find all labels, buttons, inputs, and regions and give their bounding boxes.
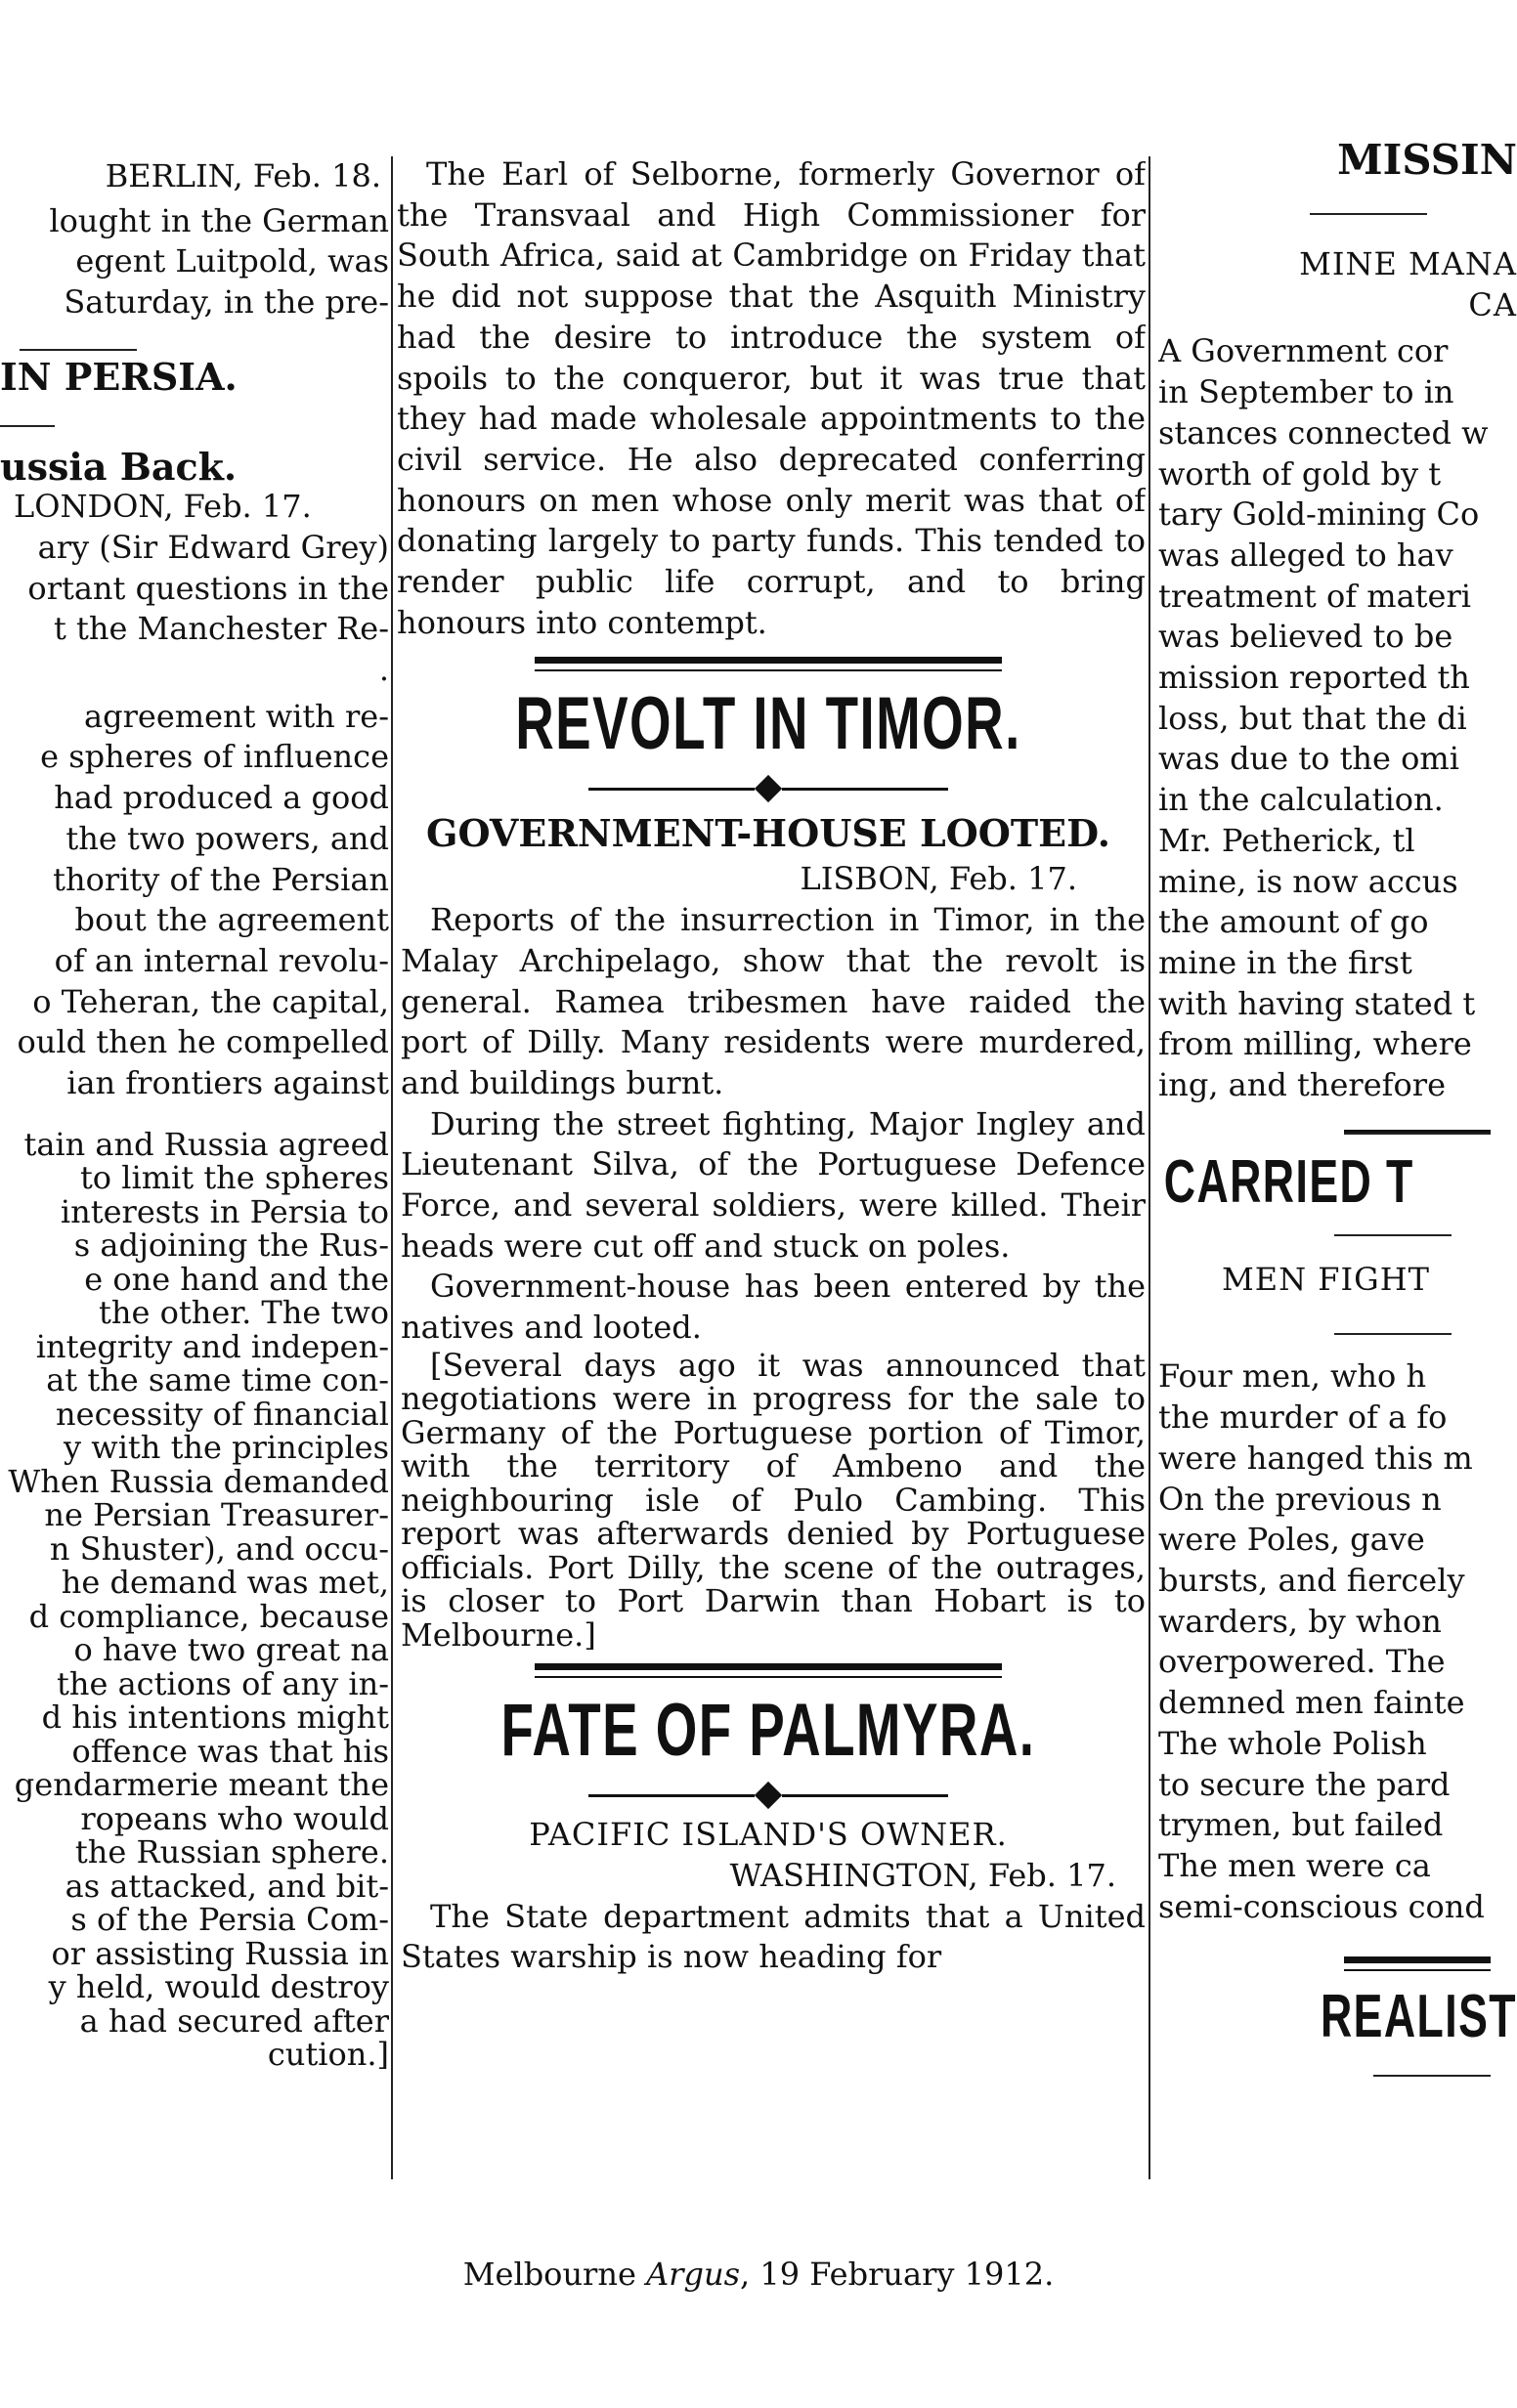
- text-line: the actions of any in-: [56, 1664, 389, 1702]
- text-line: gendarmerie meant the: [14, 1766, 389, 1804]
- caption-newspaper-name: Argus: [646, 2256, 740, 2293]
- text-line: lought in the German: [49, 201, 389, 239]
- left-column: [0, 156, 389, 2189]
- subheading-russia-back: ussia Back.: [0, 444, 238, 489]
- text-line: tary Gold-mining Co: [1158, 495, 1480, 534]
- selborne-paragraph: The Earl of Selborne, formerly Governor of the Transvaal and High Commissioner for South Africa, said at Cambridge on Friday that he did not suppose that the Asquith Ministry had the desire to introduce the system of spoils to the conqueror, but it was true that they had made wholesale appointments to the civil service. He also deprecated conferring honours on men whose only merit was that of donating largely to party funds. This tended to render public life corrupt, and to bring honours into contempt.: [397, 155, 1146, 641]
- text-line: MINE MANA: [1299, 245, 1517, 282]
- text-line: to limit the spheres: [79, 1159, 389, 1197]
- text-line: ortant questions in the: [27, 569, 389, 607]
- section-rule: [20, 349, 137, 351]
- text-line: warders, by whon: [1158, 1602, 1442, 1640]
- text-line: from milling, where: [1158, 1025, 1472, 1063]
- subheading-men-fight: MEN FIGHT: [1222, 1260, 1430, 1298]
- text-line: treatment of materi: [1158, 577, 1471, 615]
- men-paragraph-3: [1158, 1846, 1517, 1927]
- text-line: was due to the omi: [1158, 740, 1459, 778]
- text-line: bursts, and fiercely: [1158, 1561, 1465, 1599]
- text-line: was alleged to hav: [1158, 536, 1453, 574]
- text-line: d compliance, because: [28, 1597, 389, 1635]
- text-line: egent Luitpold, was: [75, 242, 389, 280]
- text-line: The whole Polish: [1158, 1724, 1427, 1762]
- headline-revolt-in-timor: REVOLT IN TIMOR.: [515, 682, 1021, 766]
- text-line: were Poles, gave: [1158, 1521, 1425, 1559]
- text-line: he demand was met,: [61, 1564, 389, 1602]
- dateline-berlin: BERLIN, Feb. 18.: [105, 157, 381, 194]
- section-rule: [1334, 1234, 1452, 1236]
- text-line: overpowered. The: [1158, 1643, 1446, 1681]
- text-line: ing, and therefore: [1158, 1066, 1446, 1104]
- text-line: e one hand and the: [84, 1260, 389, 1298]
- text-line: y with the principles: [64, 1429, 389, 1467]
- headline-rule: [535, 1663, 1003, 1678]
- section-rule: [1334, 1333, 1452, 1335]
- text-line: A Government cor: [1158, 332, 1449, 370]
- timor-article-body: [391, 900, 1146, 1652]
- text-line: ould then he compelled: [17, 1023, 389, 1061]
- text-line: tain and Russia agreed: [23, 1125, 389, 1163]
- text-line: s of the Persia Com-: [70, 1901, 389, 1939]
- text-line: the other. The two: [99, 1294, 389, 1332]
- text-line: ropeans who would: [80, 1799, 389, 1837]
- text-line: The men were ca: [1158, 1846, 1431, 1884]
- text-line: were hanged this m: [1158, 1439, 1473, 1477]
- text-line: necessity of financial: [56, 1395, 389, 1433]
- text-line: mission reported th: [1158, 659, 1470, 697]
- text-line: ne Persian Treasurer-: [44, 1496, 389, 1534]
- text-line: o Teheran, the capital,: [32, 982, 389, 1020]
- text-line: Mr. Petherick, tl: [1158, 821, 1415, 859]
- timor-paragraph: Reports of the insurrection in Timor, in the Malay Archipelago, show that the revolt is general. Ramea tribesmen have raided the port of Dilly. Many residents were murdered, and buildings burnt.: [401, 901, 1146, 1101]
- text-line: stances connected w: [1158, 413, 1489, 452]
- section-rule: [1310, 213, 1427, 215]
- text-line: s adjoining the Rus-: [73, 1226, 389, 1265]
- text-line: Saturday, in the pre-: [64, 283, 389, 322]
- image-caption: [0, 2256, 1517, 2293]
- text-line: mine, is now accus: [1158, 862, 1458, 900]
- text-line: loss, but that the di: [1158, 699, 1467, 737]
- subheading-government-house-looted: GOVERNMENT-HOUSE LOOTED.: [426, 811, 1110, 856]
- middle-column: [391, 154, 1146, 2187]
- text-line: or assisting Russia in: [51, 1934, 389, 1972]
- text-line: offence was that his: [71, 1732, 389, 1770]
- text-line: of an internal revolu-: [54, 941, 389, 979]
- text-line: as attacked, and bit-: [65, 1867, 389, 1905]
- heading-mission: MISSIN: [1337, 137, 1517, 184]
- timor-paragraph: During the street fighting, Major Ingley and Lieutenant Silva, of the Portuguese Defence Force, and several soldiers, were killed. Their heads were cut off and stuck on poles.: [401, 1104, 1146, 1265]
- persia-paragraph-2: [0, 697, 389, 1104]
- heading-realist: REALIST: [1320, 1983, 1517, 2051]
- men-paragraph-1: [1158, 1356, 1517, 1723]
- section-rule: [1344, 1130, 1491, 1135]
- text-line: trymen, but failed: [1158, 1806, 1444, 1844]
- text-line: agreement with re-: [84, 697, 389, 735]
- text-line: demned men fainte: [1158, 1684, 1465, 1722]
- timor-paragraph: Government-house has been entered by the natives and looted.: [401, 1268, 1146, 1347]
- text-line: a had secured after: [79, 2001, 389, 2040]
- caption-prefix: Melbourne: [462, 2256, 647, 2293]
- text-line: On the previous n: [1158, 1480, 1442, 1518]
- text-line: integrity and indepen-: [35, 1327, 389, 1365]
- text-line: mine in the first: [1158, 943, 1412, 981]
- text-line: in the calculation.: [1158, 781, 1444, 819]
- men-paragraph-2: [1158, 1724, 1517, 1846]
- text-line: the Russian sphere.: [74, 1833, 389, 1871]
- column-rule: [1149, 156, 1150, 2179]
- berlin-paragraph: [0, 201, 389, 323]
- text-line: the amount of go: [1158, 903, 1429, 941]
- headline-rule: [535, 657, 1003, 671]
- text-line: bout the agreement: [74, 901, 389, 939]
- text-line: y held, would destroy: [48, 1968, 389, 2006]
- text-line: with having stated t: [1158, 984, 1476, 1022]
- text-line: ian frontiers against: [66, 1064, 389, 1102]
- text-line: thority of the Persian: [53, 860, 389, 898]
- text-line: the murder of a fo: [1158, 1398, 1448, 1437]
- persia-paragraph-1: [0, 528, 389, 691]
- text-line: o have two great na: [73, 1631, 389, 1669]
- diamond-icon: [755, 1782, 782, 1809]
- dateline-london: LONDON, Feb. 17.: [14, 488, 312, 526]
- ornament-divider: [391, 779, 1146, 798]
- text-line: the two powers, and: [65, 819, 389, 857]
- text-line: semi-conscious cond: [1158, 1887, 1485, 1925]
- text-line: cution.]: [267, 2036, 389, 2074]
- text-line: .: [378, 651, 389, 689]
- timor-paragraph: [Several days ago it was announced that negotiations were in progress for the sale to Germany of the Portuguese portion of Timor, with the territory of Ambeno and the neighbouring isle of Pulo Cambing. This report was afterwards denied by Portuguese officials. Port Dilly, the scene of the outrages, is closer to Port Darwin than Hobart is to Melbourne.]: [401, 1346, 1146, 1654]
- text-line: had produced a good: [54, 779, 389, 817]
- mine-paragraph-1: [1158, 331, 1517, 820]
- subheading-pacific-islands-owner: PACIFIC ISLAND'S OWNER.: [529, 1816, 1008, 1854]
- text-line: n Shuster), and occu-: [49, 1529, 389, 1568]
- text-line: interests in Persia to: [60, 1192, 389, 1230]
- text-line: at the same time con-: [46, 1361, 389, 1399]
- text-line: When Russia demanded: [8, 1462, 389, 1500]
- text-line: Four men, who h: [1158, 1357, 1427, 1396]
- text-line: e spheres of influence: [40, 738, 389, 776]
- section-rule: [1373, 2075, 1491, 2077]
- ornament-divider: [391, 1785, 1146, 1805]
- text-line: d his intentions might: [41, 1698, 389, 1737]
- text-line: worth of gold by t: [1158, 454, 1442, 493]
- heading-carried: CARRIED T: [1163, 1147, 1414, 1216]
- text-line: ary (Sir Edward Grey): [37, 528, 389, 566]
- headline-rule: [1344, 1956, 1491, 1971]
- dateline-washington: WASHINGTON, Feb. 17.: [729, 1857, 1116, 1895]
- persia-paragraph-3: [0, 1125, 389, 2074]
- subheading-mine-manager: [1158, 244, 1517, 325]
- palmyra-paragraph: The State department admits that a United States warship is now heading for: [401, 1897, 1146, 1976]
- text-line: in September to in: [1158, 373, 1454, 411]
- heading-persia: IN PERSIA.: [0, 354, 238, 399]
- mine-paragraph-2: [1158, 821, 1517, 1106]
- caption-date: , 19 February 1912.: [739, 2256, 1055, 2293]
- text-line: was believed to be: [1158, 618, 1453, 656]
- diamond-icon: [755, 775, 782, 802]
- text-line: t the Manchester Re-: [53, 610, 389, 648]
- text-line: CA: [1468, 285, 1517, 323]
- right-column: [1158, 137, 1517, 2170]
- dateline-lisbon: LISBON, Feb. 17.: [800, 860, 1077, 898]
- headline-fate-of-palmyra: FATE OF PALMYRA.: [500, 1689, 1036, 1773]
- text-line: to secure the pard: [1158, 1765, 1451, 1803]
- section-rule: [0, 425, 55, 427]
